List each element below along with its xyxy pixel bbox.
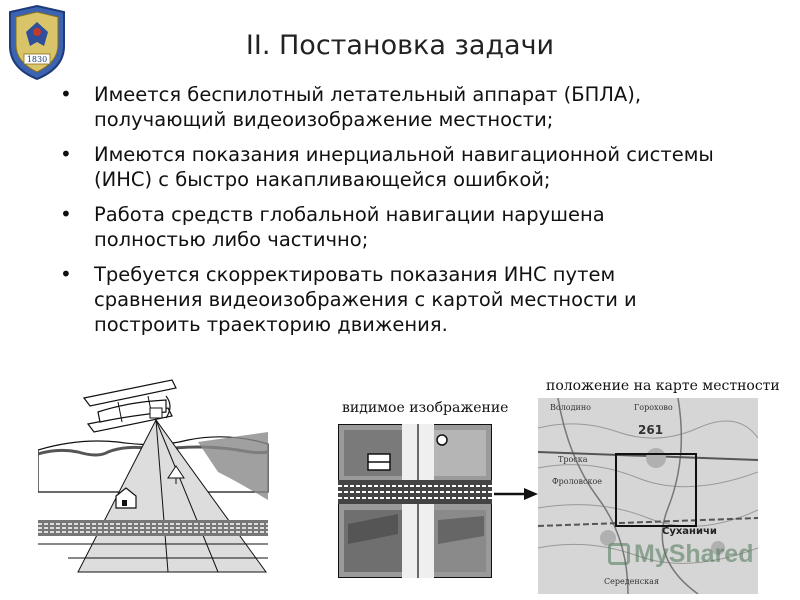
visible-image-view [338, 424, 492, 578]
bullet-item-3: • Работа средств глобальной навигации нарушена полностью либо частично; [60, 202, 720, 252]
bullet-list [60, 82, 720, 347]
map-label-2: Горохово [634, 403, 673, 412]
bullet-item-2: • Имеются показания инерциальной навигационной системы (ИНС) с быстро накапливающейся ошибкой; [60, 142, 720, 192]
map-caption: положение на карте местности [546, 378, 780, 394]
bullet-item-1: • Имеется беспилотный летательный аппарат (БПЛА), получающий видеоизображение местности; [60, 82, 720, 132]
uav-terrain-illustration [38, 372, 288, 584]
map-number: 261 [638, 423, 664, 437]
visible-image-caption: видимое изображение [342, 400, 509, 416]
plane-icon [84, 380, 176, 432]
map-label-6: Середенская [604, 577, 659, 586]
bullet-item-4: • Требуется скорректировать показания ИНС путем сравнения видеоизображения с картой местности и построить траекторию движения. [60, 262, 720, 337]
map-label-4: Троска [558, 455, 588, 464]
arrow-right-icon [494, 486, 540, 502]
logo-year: 1830 [26, 55, 48, 64]
slide-title: II. Постановка задачи [245, 30, 555, 61]
map-label-3: Фроловское [552, 477, 603, 486]
watermark-icon [608, 543, 630, 565]
map-label-1: Володино [550, 403, 591, 412]
map-label-5: Суханичи [662, 526, 717, 537]
watermark-text: MyShared [634, 540, 754, 568]
watermark [608, 540, 753, 569]
